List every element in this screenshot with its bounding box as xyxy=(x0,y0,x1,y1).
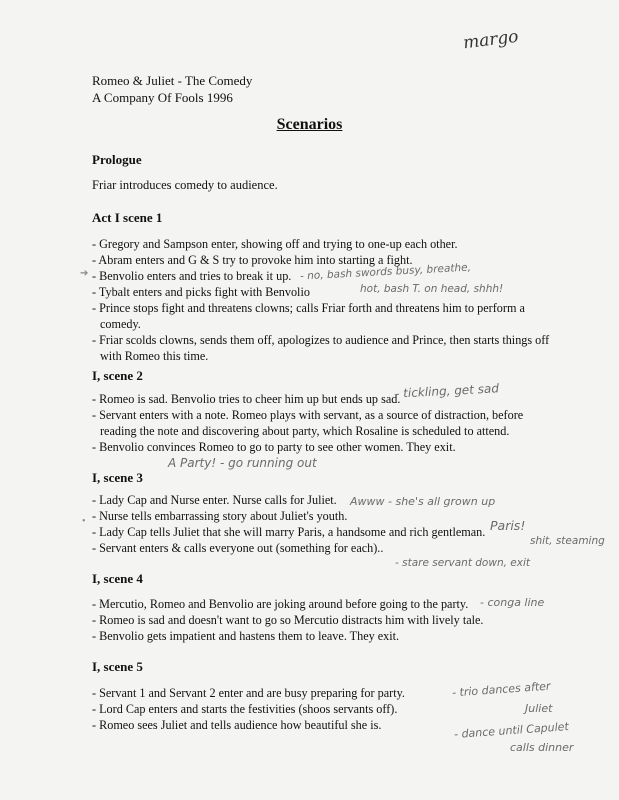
list-item: - Abram enters and G & S try to provoke him into starting a fight. xyxy=(92,253,413,267)
section-heading-scene3: I, scene 3 xyxy=(92,470,143,485)
handwritten-signature: margo xyxy=(461,26,520,54)
list-item: - Servant enters with a note. Romeo plays with servant, as a source of distraction, before reading the note and discovering about party, which Rosaline is scheduled to attend. xyxy=(92,408,524,438)
section-heading-prologue: Prologue xyxy=(92,152,142,167)
section-heading-act1-scene1: Act I scene 1 xyxy=(92,210,163,225)
list-item: - Friar scolds clowns, sends them off, apologizes to audience and Prince, then starts things off with Romeo this time. xyxy=(92,333,550,363)
list-item: - Prince stops fight and threatens clowns; calls Friar forth and threatens him to perform a comedy. xyxy=(92,301,525,331)
section-heading-scene4: I, scene 4 xyxy=(92,571,143,586)
list-item: - Benvolio enters and tries to break it up. xyxy=(92,269,292,283)
list-item: - Lady Cap tells Juliet that she will marry Paris, a handsome and rich gentleman. xyxy=(92,525,486,539)
handwritten-note: shit, steaming xyxy=(530,535,605,547)
list-item: - Lady Cap and Nurse enter. Nurse calls for Juliet. xyxy=(92,493,337,507)
list-item: - Romeo sees Juliet and tells audience how beautiful she is. xyxy=(92,718,382,732)
handwritten-note: - conga line xyxy=(480,596,545,609)
list-item: - Benvolio gets impatient and hastens them to leave. They exit. xyxy=(92,629,400,643)
margin-mark: • xyxy=(82,516,86,527)
scene-items xyxy=(92,236,562,364)
handwritten-note: - dance until Capulet xyxy=(453,720,570,741)
prologue-text: Friar introduces comedy to audience. xyxy=(92,178,278,192)
section-heading-scene5: I, scene 5 xyxy=(92,659,143,674)
list-item: - Lord Cap enters and starts the festivities (shoos servants off). xyxy=(92,702,398,716)
handwritten-note: - trio dances after xyxy=(451,679,551,700)
handwritten-note: Juliet xyxy=(525,702,553,715)
handwritten-note: - stare servant down, exit xyxy=(395,557,530,569)
list-item: - Mercutio, Romeo and Benvolio are joking around before going to the party. xyxy=(92,597,469,611)
handwritten-note: - tickling, get sad xyxy=(394,381,500,401)
list-item: - Tybalt enters and picks fight with Benvolio xyxy=(92,285,310,299)
list-item: - Gregory and Sampson enter, showing off and trying to one-up each other. xyxy=(92,237,458,251)
play-title: Romeo & Juliet - The Comedy xyxy=(92,73,253,88)
list-item: - Servant 1 and Servant 2 enter and are busy preparing for party. xyxy=(92,686,405,700)
list-item: - Benvolio convinces Romeo to go to party to see other women. They exit. xyxy=(92,440,456,454)
margin-mark: ➔ xyxy=(80,268,89,279)
list-item: - Servant enters & calls everyone out (something for each).. xyxy=(92,541,384,555)
list-item: - Romeo is sad. Benvolio tries to cheer him up but ends up sad. xyxy=(92,392,401,406)
company-line: A Company Of Fools 1996 xyxy=(92,90,233,105)
section-heading-scene2: I, scene 2 xyxy=(92,368,143,383)
handwritten-note: - no, bash swords busy, breathe, xyxy=(299,261,472,283)
list-item: - Nurse tells embarrassing story about Juliet's youth. xyxy=(92,509,348,523)
handwritten-note: Paris! xyxy=(490,518,526,533)
handwritten-note: A Party! - go running out xyxy=(168,456,317,470)
handwritten-note: hot, bash T. on head, shhh! xyxy=(360,283,504,295)
document-title: Scenarios xyxy=(276,116,343,133)
scene-items xyxy=(92,391,562,455)
handwritten-note: Awww - she's all grown up xyxy=(350,495,496,508)
list-item: - Romeo is sad and doesn't want to go so Mercutio distracts him with lively tale. xyxy=(92,613,484,627)
handwritten-note: calls dinner xyxy=(510,741,574,754)
